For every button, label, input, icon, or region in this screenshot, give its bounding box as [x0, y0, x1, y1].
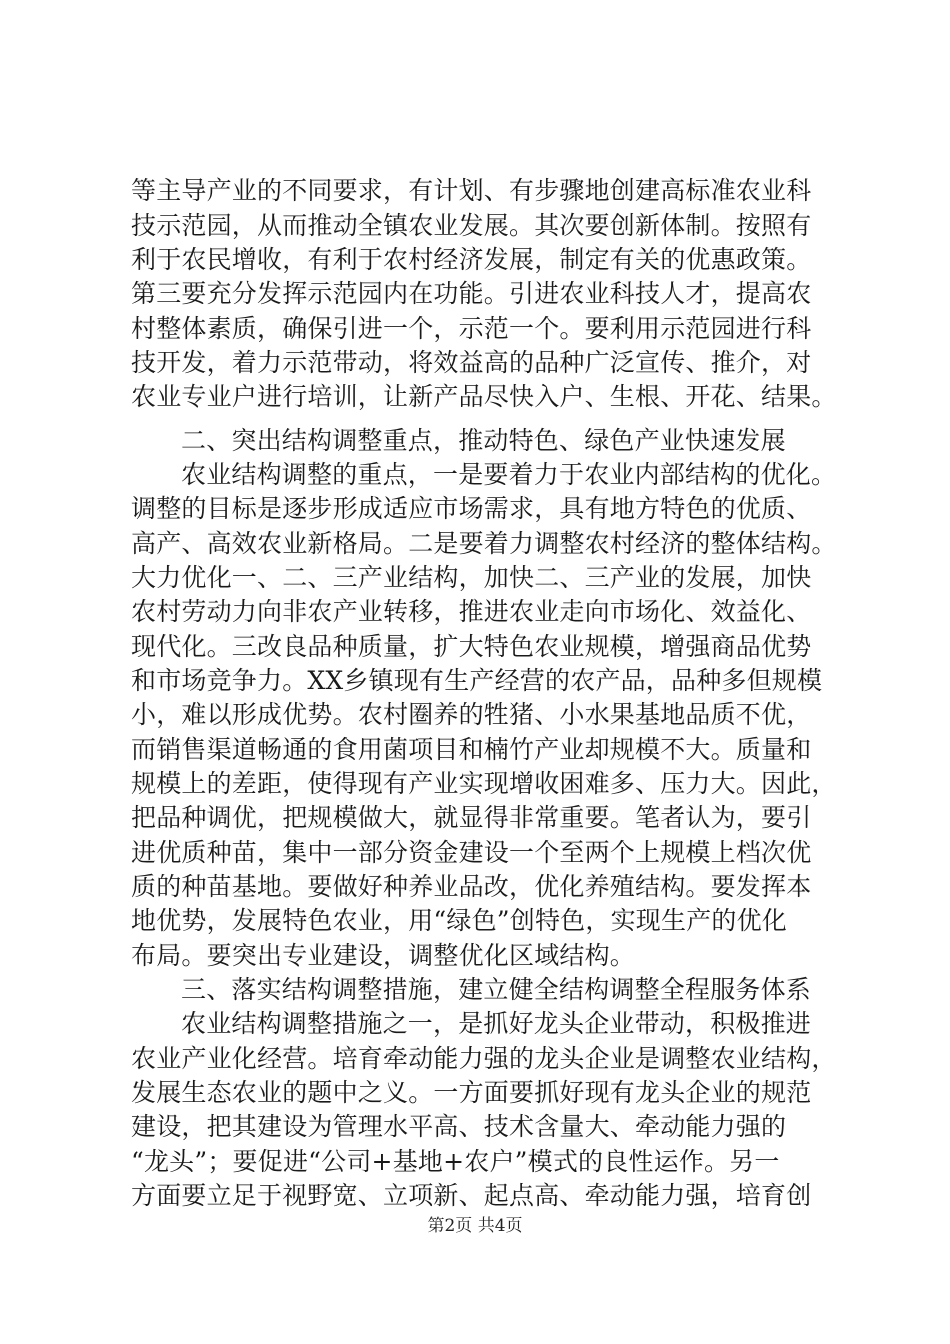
text-line: 等主导产业的不同要求，有计划、有步骤地创建高标准农业科: [131, 176, 812, 205]
text-line: 质的种苗基地。要做好种养业品改，优化养殖结构。要发挥本: [131, 872, 812, 901]
text-line: 农业结构调整措施之一，是抓好龙头企业带动，积极推进: [181, 1009, 812, 1038]
text-line: 村整体素质，确保引进一个，示范一个。要利用示范园进行科: [131, 314, 812, 343]
text-line: 农村劳动力向非农产业转移，推进农业走向市场化、效益化、: [131, 597, 812, 626]
text-line: 布局。要突出专业建设，调整优化区域结构。: [131, 941, 636, 970]
text-line: 农业结构调整的重点，一是要着力于农业内部结构的优化。: [181, 460, 837, 489]
text-line: 进优质种苗，集中一部分资金建设一个至两个上规模上档次优: [131, 838, 812, 867]
text-line: 大力优化一、二、三产业结构，加快二、三产业的发展，加快: [131, 563, 812, 592]
text-line: 农业专业户进行培训，让新产品尽快入户、生根、开花、结果。: [131, 382, 837, 411]
text-line: 现代化。三改良品种质量，扩大特色农业规模，增强商品优势: [131, 632, 812, 661]
text-line: 农业产业化经营。培育牵动能力强的龙头企业是调整农业结构，: [131, 1044, 837, 1073]
section-heading-3: 三、落实结构调整措施，建立健全结构调整全程服务体系: [181, 975, 812, 1004]
text-line: 高产、高效农业新格局。二是要着力调整农村经济的整体结构。: [131, 529, 837, 558]
text-line: 第三要充分发挥示范园内在功能。引进农业科技人才，提高农: [131, 279, 812, 308]
text-line: 技示范园，从而推动全镇农业发展。其次要创新体制。按照有: [131, 211, 812, 240]
page-footer: 第2页 共4页: [427, 1216, 523, 1236]
text-line: “龙头”；要促进“公司+基地+农户”模式的良性运作。另一: [131, 1147, 780, 1176]
text-line: 方面要立足于视野宽、立项新、起点高、牵动能力强，培育创: [131, 1181, 812, 1210]
text-line: 把品种调优，把规模做大，就显得非常重要。笔者认为，要引: [131, 803, 812, 832]
text-line: 调整的目标是逐步形成适应市场需求，具有地方特色的优质、: [131, 494, 812, 523]
text-line: 规模上的差距，使得现有产业实现增收困难多、压力大。因此，: [131, 769, 837, 798]
text-line: 小，难以形成优势。农村圈养的牲猪、小水果基地品质不优，: [131, 700, 812, 729]
text-line: 利于农民增收，有利于农村经济发展，制定有关的优惠政策。: [131, 245, 812, 274]
text-line: 建设，把其建设为管理水平高、技术含量大、牵动能力强的: [131, 1112, 787, 1141]
text-line: 而销售渠道畅通的食用菌项目和楠竹产业却规模不大。质量和: [131, 735, 812, 764]
text-line: 地优势，发展特色农业，用“绿色”创特色，实现生产的优化: [131, 906, 787, 935]
text-line: 发展生态农业的题中之义。一方面要抓好现有龙头企业的规范: [131, 1078, 812, 1107]
text-line: 和市场竞争力。XX乡镇现有生产经营的农产品，品种多但规模: [131, 666, 823, 695]
section-heading-2: 二、突出结构调整重点，推动特色、绿色产业快速发展: [181, 426, 786, 455]
text-line: 技开发，着力示范带动，将效益高的品种广泛宣传、推介，对: [131, 348, 812, 377]
